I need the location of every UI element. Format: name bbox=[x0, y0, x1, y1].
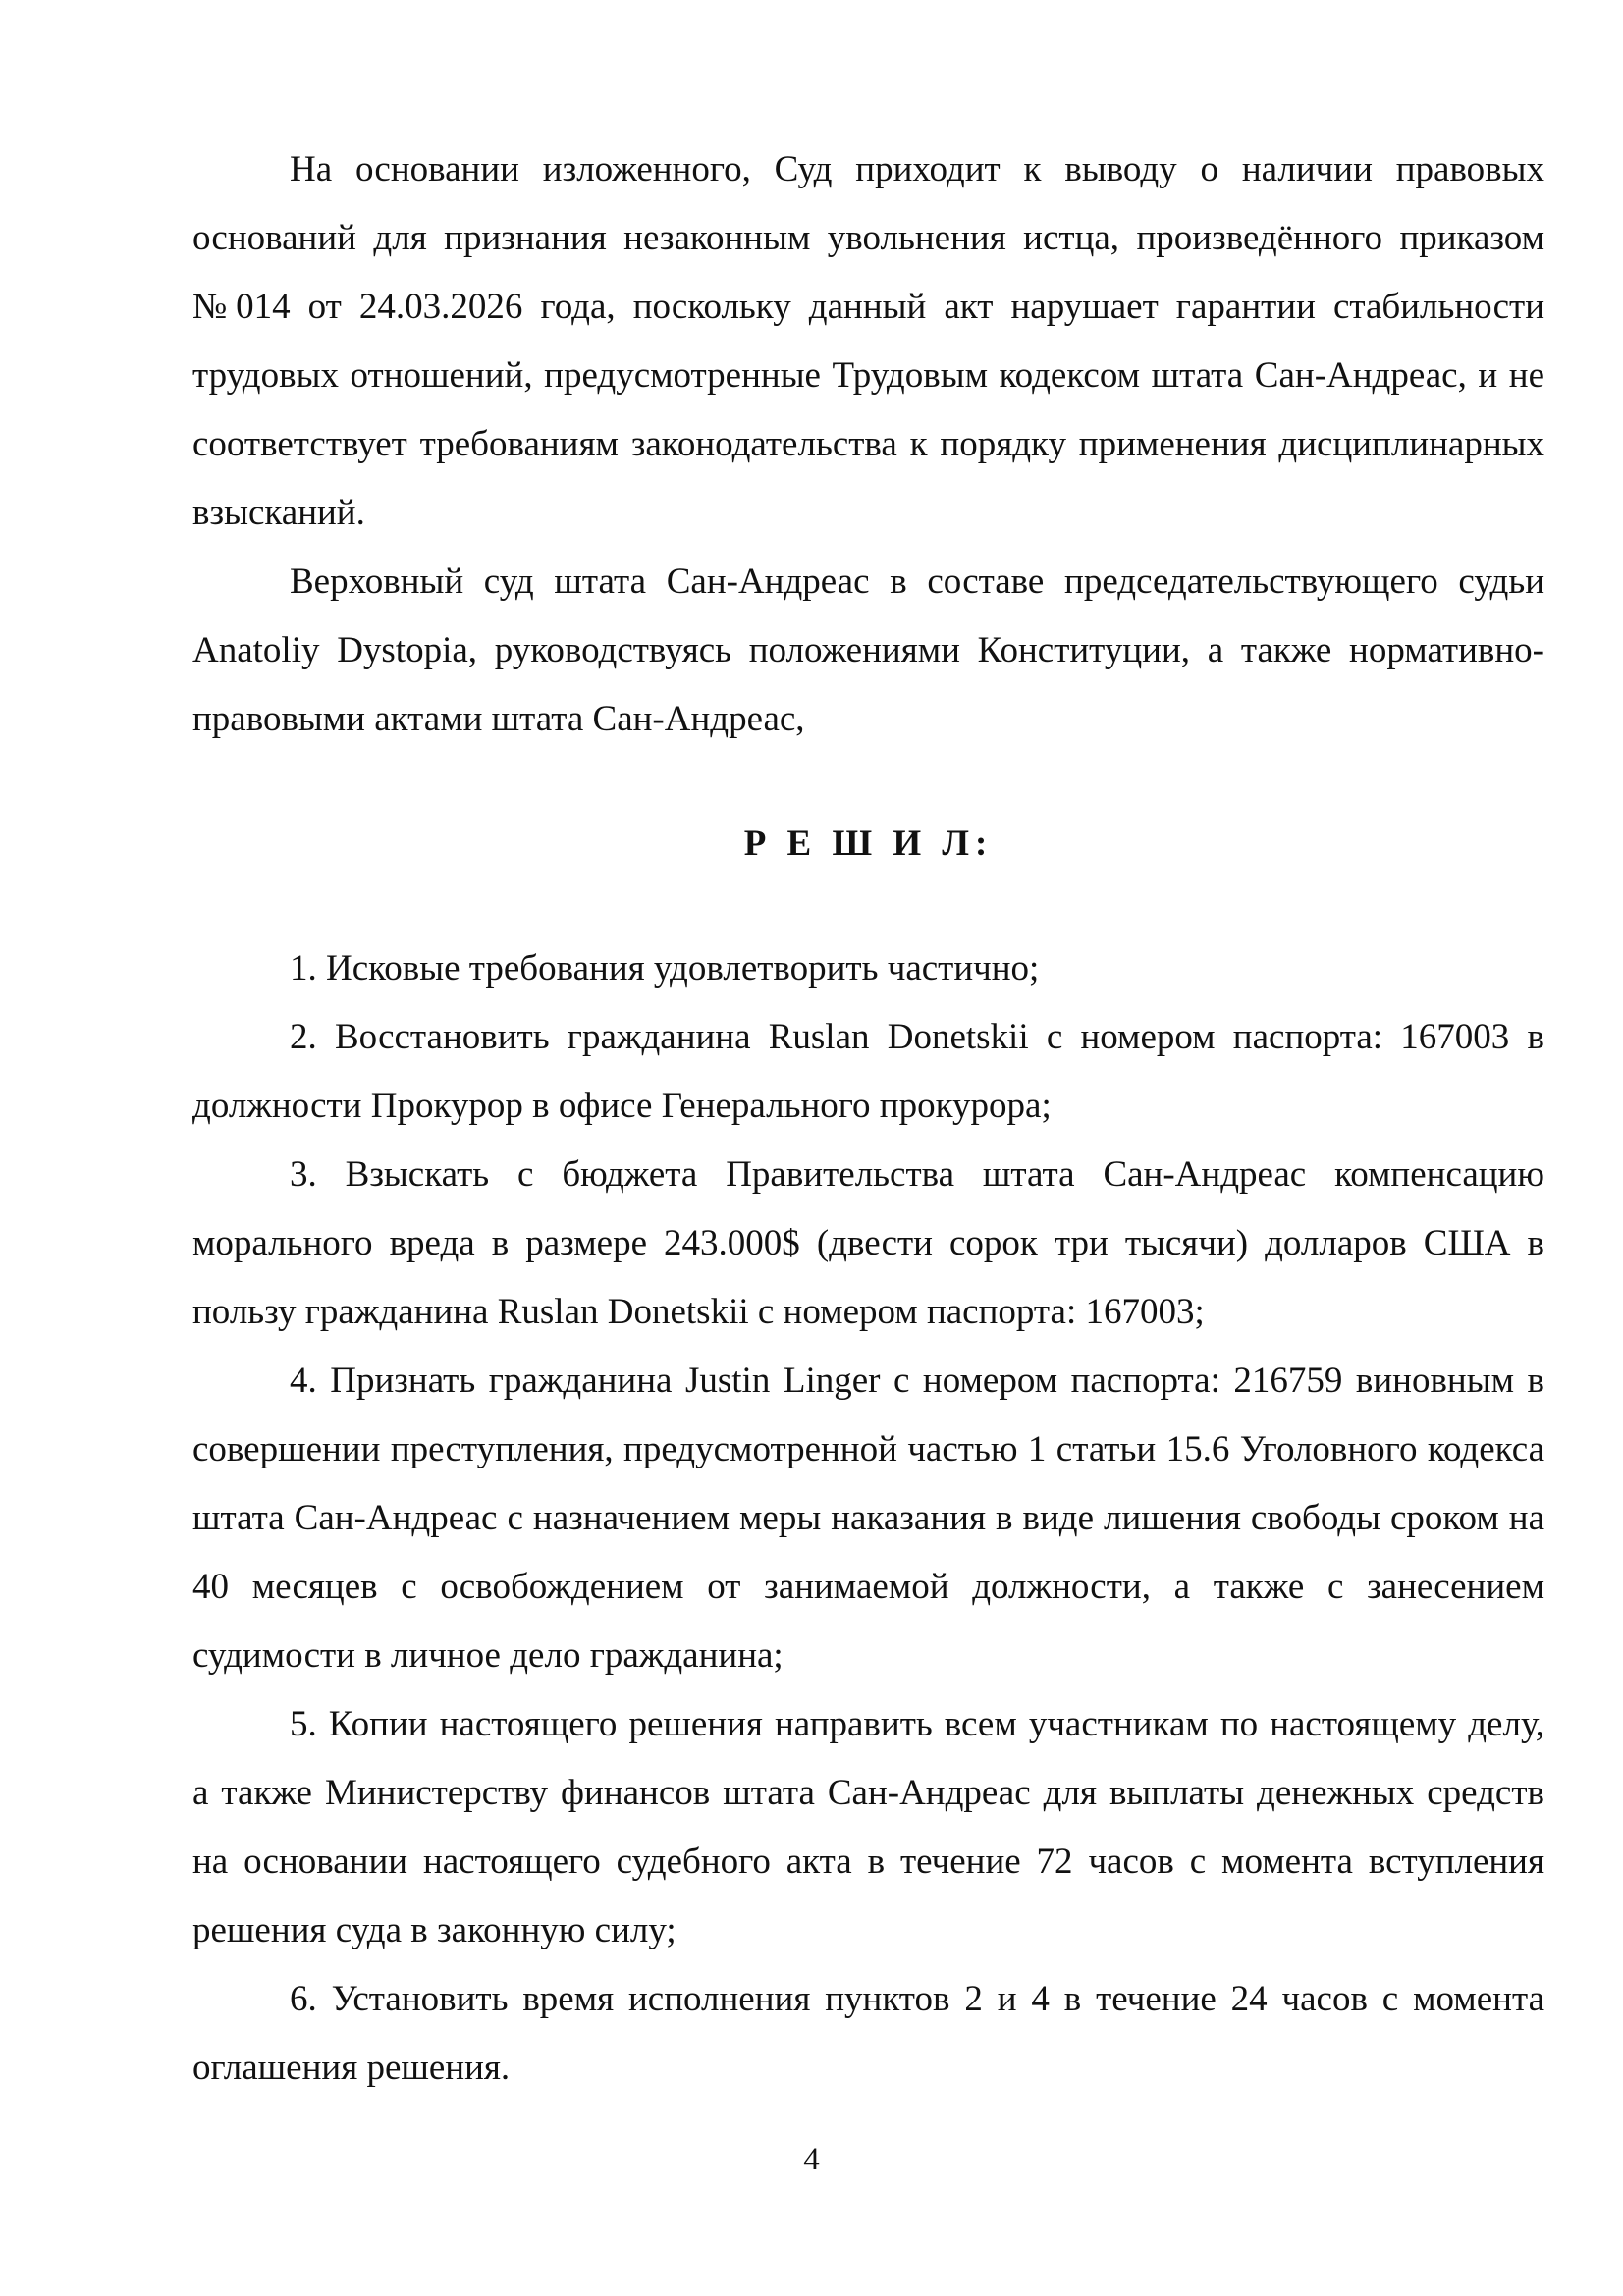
paragraph-conclusion: На основании изложенного, Суд приходит к выводу о наличии правовых оснований для признания незаконным увольнения истца, произведённого приказом №014 от 24.03.2026 года, поскольку данный акт нарушает гарантии стабильности трудовых отношений, предусмотренные Трудовым кодексом штата Сан-Андреас, и не соответствует требованиям законодательства к порядку применения дисциплинарных взысканий. bbox=[192, 149, 1544, 533]
spacer bbox=[192, 754, 1544, 810]
paragraph-court-composition: Верховный суд штата Сан-Андреас в составе председательствующего судьи Anatoliy Dystopia, руководствуясь положениями Конституции, а также нормативно-правовыми актами штата Сан-Андреас, bbox=[192, 561, 1544, 739]
decision-item-3: 3. Взыскать с бюджета Правительства штата Сан-Андреас компенсацию морального вреда в размере 243.000$ (двести сорок три тысячи) долларов США в пользу гражданина Ruslan Donetskii с номером паспорта: 167003; bbox=[192, 1154, 1544, 1332]
document-body bbox=[192, 135, 1544, 2103]
decision-item-6: 6. Установить время исполнения пунктов 2 и 4 в течение 24 часов с момента оглашения решения. bbox=[192, 1979, 1544, 2088]
decision-item-5: 5. Копии настоящего решения направить всем участникам по настоящему делу, а также Министерству финансов штата Сан-Андреас для выплаты денежных средств на основании настоящего судебного акта в течение 72 часов с момента вступления решения суда в законную силу; bbox=[192, 1704, 1544, 1950]
decision-item-1: 1. Исковые требования удовлетворить частично; bbox=[290, 948, 1040, 988]
spacer bbox=[192, 879, 1544, 934]
page-number: 4 bbox=[803, 2142, 820, 2177]
decision-item-4: 4. Признать гражданина Justin Linger с номером паспорта: 216759 виновным в совершении преступления, предусмотренной частью 1 статьи 15.6 Уголовного кодекса штата Сан-Андреас с назначением меры наказания в виде лишения свободы сроком на 40 месяцев с освобождением от занимаемой должности, а также с занесением судимости в личное дело гражданина; bbox=[192, 1361, 1544, 1676]
decision-item-2: 2. Восстановить гражданина Ruslan Donetskii с номером паспорта: 167003 в должности Прокурор в офисе Генерального прокурора; bbox=[192, 1017, 1544, 1126]
decision-heading: Р Е Ш И Л: bbox=[743, 824, 994, 864]
